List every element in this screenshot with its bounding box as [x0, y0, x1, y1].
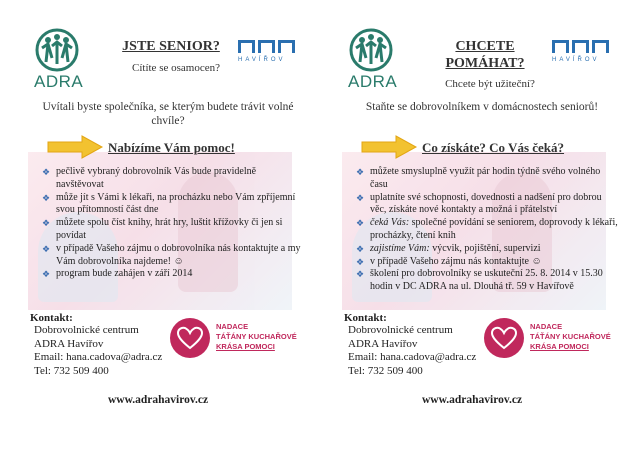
headline: CHCETE POMÁHAT? [445, 39, 525, 71]
arrow-right-icon [46, 134, 104, 160]
diamond-bullet-icon: ❖ [42, 269, 51, 280]
list-item: ❖ program bude zahájen v září 2014 [42, 268, 193, 280]
list-item: ❖ můžete spolu číst knihy, hrát hry, luštit křížovky či jen si povídat [42, 217, 283, 241]
diamond-bullet-icon: ❖ [42, 218, 51, 229]
flyer-volunteer [322, 0, 634, 452]
list-item: ❖ pečlivě vybraný dobrovolník Vás bude pravidelně navštěvovat [42, 166, 257, 190]
list-item: ❖ uplatníte své schopnosti, dovednosti a nadšení pro dobrou věc, získáte nové kontakty a možná i přátelství [356, 191, 602, 216]
headline: JSTE SENIOR? [122, 39, 220, 54]
contact-label: Kontakt: [30, 312, 73, 324]
heart-icon [170, 318, 210, 358]
contact-block [348, 324, 476, 378]
nadace-text: NADACE TÁŤÁNY KUCHAŘOVÉ KRÁSA POMOCI [530, 322, 611, 351]
list-item: ❖ může jít s Vámi k lékaři, na procházku nebo Vám zpříjemní svou přítomností část dne [42, 191, 296, 216]
list-item: ❖ můžete smysluplně využít pár hodin týdně svého volného času [356, 166, 601, 190]
contact-block [34, 324, 162, 378]
diamond-bullet-icon: ❖ [356, 192, 365, 203]
contact-line: Dobrovolnické centrum [34, 324, 139, 336]
diamond-bullet-icon: ❖ [356, 256, 365, 267]
diamond-bullet-icon: ❖ [42, 167, 51, 177]
contact-phone: Tel: 732 509 400 [34, 364, 109, 377]
arrow-right-icon [360, 134, 418, 160]
contact-phone: Tel: 732 509 400 [348, 364, 423, 377]
subhead: Chcete být užiteční? [445, 78, 535, 90]
intro-text: Uvítali byste společníka, se kterým budete trávit volné chvíle? [42, 101, 294, 127]
havirov-word: HAVÍŘOV [552, 57, 600, 63]
website-url: www.adrahavirov.cz [421, 394, 523, 406]
website-url: www.adrahavirov.cz [107, 394, 209, 406]
list-item: ❖ v případě Vašeho zájmu nás kontaktujte ☺ [356, 255, 542, 267]
list-item: ❖ čeká Vás: společné povídání se seniorem, doprovody k lékaři, procházky, čtení knih [356, 217, 618, 241]
contact-email: Email: hana.cadova@adra.cz [34, 351, 163, 363]
offer-title: Co získáte? Co Vás čeká? [422, 140, 565, 155]
diamond-bullet-icon: ❖ [356, 243, 365, 254]
list-item: ❖ školení pro dobrovolníky se uskuteční 25. 8. 2014 v 15.30 hodin v DC ADRA na ul. Dlouhá tř. 59 v Havířově [356, 268, 603, 293]
adra-logo-text: ADRA [348, 72, 398, 91]
nadace-logo [170, 318, 310, 364]
contact-email: Email: hana.cadova@adra.cz [348, 351, 477, 363]
diamond-bullet-icon: ❖ [356, 218, 365, 229]
contact-line: ADRA Havířov [348, 337, 418, 350]
benefit-list [356, 166, 618, 294]
havirov-word: HAVÍŘOV [238, 57, 286, 63]
diamond-bullet-icon: ❖ [356, 167, 365, 177]
diamond-bullet-icon: ❖ [42, 192, 51, 203]
nadace-text: NADACE TÁŤÁNY KUCHAŘOVÉ KRÁSA POMOCI [216, 322, 297, 351]
intro-text: Staňte se dobrovolníkem v domácnostech seniorů! [365, 101, 599, 113]
list-item: ❖ zajistíme Vám: výcvik, pojištění, supervizi [356, 242, 541, 254]
diamond-bullet-icon: ❖ [42, 243, 51, 254]
list-item: ❖ v případě Vašeho zájmu o dobrovolníka nás kontaktujte a my Vám dobrovolníka najdeme! ☺ [42, 242, 301, 267]
contact-line: ADRA Havířov [34, 337, 104, 350]
subhead: Cítíte se osamocen? [132, 62, 220, 74]
heart-icon [484, 318, 524, 358]
havirov-logo [238, 40, 300, 63]
offer-title: Nabízíme Vám pomoc! [108, 140, 235, 155]
flyer-senior [8, 0, 320, 452]
nadace-logo [484, 318, 624, 364]
benefit-list [42, 166, 304, 281]
adra-logo-text: ADRA [34, 72, 84, 91]
diamond-bullet-icon: ❖ [356, 269, 365, 280]
havirov-logo [552, 40, 614, 63]
contact-line: Dobrovolnické centrum [348, 324, 453, 336]
contact-label: Kontakt: [344, 312, 387, 324]
